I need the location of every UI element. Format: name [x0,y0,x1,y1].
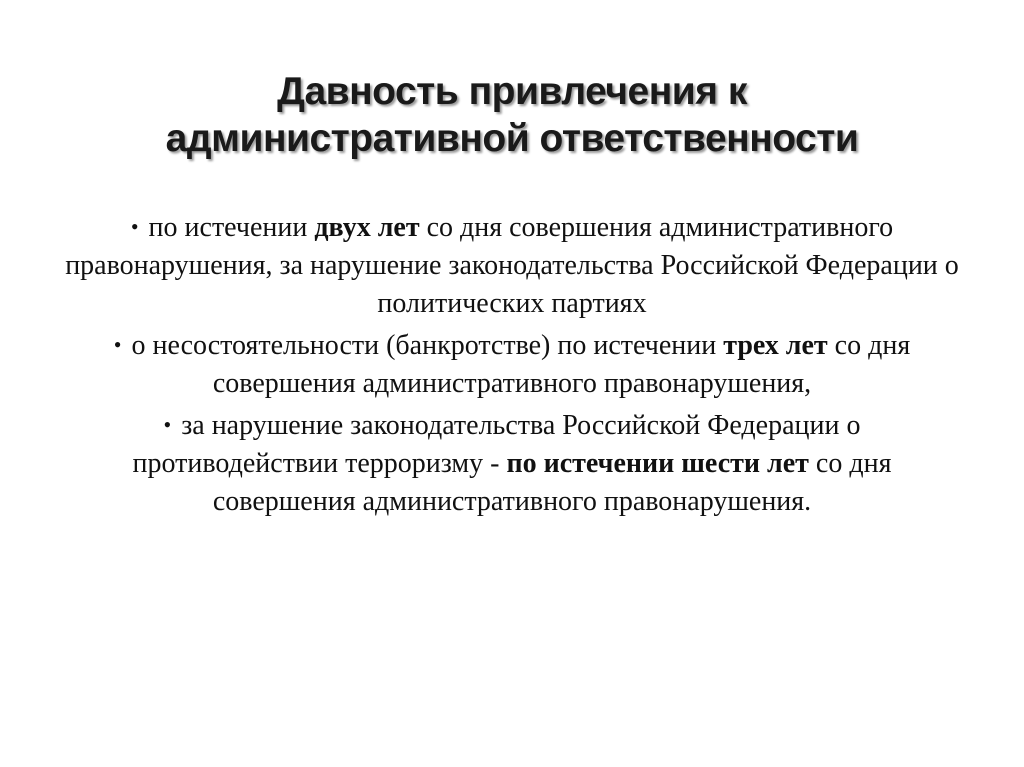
bullet-bold-text: двух лет [314,212,420,243]
bullet-dot-icon: • [163,412,172,437]
bullet-dot-icon: • [113,332,122,357]
bullet-bold-text: трех лет [723,330,828,361]
slide-title [40,68,984,162]
title-line-2: административной ответственности [165,117,859,160]
bullet-item [60,406,964,521]
bullet-item [60,208,964,323]
bullet-bold-text: по истечении шести лет [506,448,809,479]
bullet-text: со дня совершения административного правонарушения, [212,330,911,399]
title-line-1: Давность привлечения к [277,70,747,113]
bullet-text: за нарушение законодательства Российской Федерации о противодействии терроризму - [132,410,861,479]
bullet-item [60,326,964,403]
bullet-text: о несостоятельности (банкротстве) по истечении [131,330,724,361]
bullet-dot-icon: • [130,214,139,239]
bullet-list [60,208,964,524]
bullet-text: со дня совершения административного правонарушения. [212,448,892,517]
bullet-text: по истечении [148,212,315,243]
bullet-text: со дня совершения административного правонарушения, за нарушение законодательства Российской Федерации о политических партиях [65,212,959,319]
